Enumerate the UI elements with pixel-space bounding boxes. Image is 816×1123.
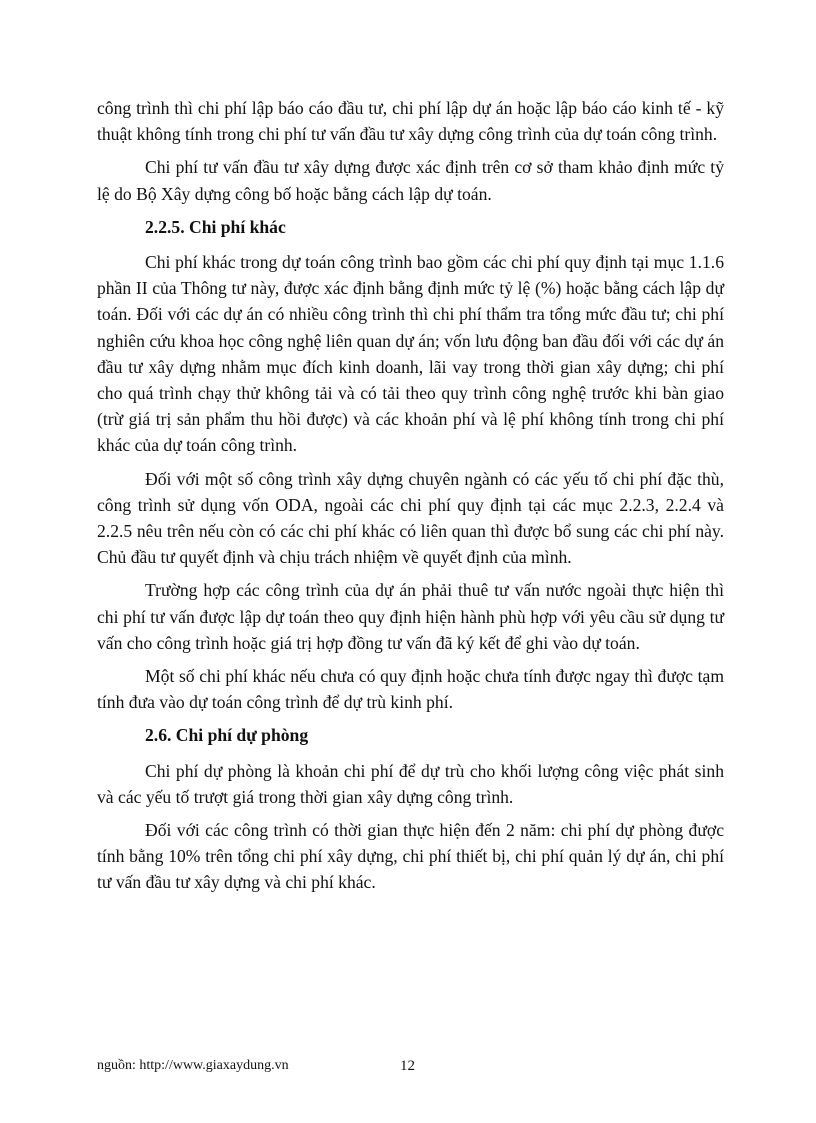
paragraph-contingency-rate: Đối với các công trình có thời gian thực hiện đến 2 năm: chi phí dự phòng được tính bằng 10% trên tổng chi phí xây dựng, chi phí thiết bị, chi phí quản lý dự án, chi phí tư vấn đầu tư xây dựng và chi phí khác.	[97, 820, 724, 893]
paragraph-contingency-definition: Chi phí dự phòng là khoản chi phí để dự trù cho khối lượng công việc phát sinh và các yếu tố trượt giá trong thời gian xây dựng công trình.	[97, 760, 724, 807]
paragraph-specialized-works: Đối với một số công trình xây dựng chuyên ngành có các yếu tố chi phí đặc thù, công trình sử dụng vốn ODA, ngoài các chi phí quy định tại các mục 2.2.3, 2.2.4 và 2.2.5 nêu trên nếu còn có các chi phí khác có liên quan thì được bổ sung các chi phí này. Chủ đầu tư quyết định và chịu trách nhiệm về quyết định của mình.	[97, 468, 724, 568]
page-content	[97, 95, 724, 903]
footer-source: nguồn: http://www.giaxaydung.vn	[97, 1058, 289, 1073]
paragraph-consulting-cost: Chi phí tư vấn đầu tư xây dựng được xác định trên cơ sở tham khảo định mức tỷ lệ do Bộ Xây dựng công bố hoặc bằng cách lập dự toán.	[97, 157, 724, 204]
section-heading-contingency: 2.6. Chi phí dự phòng	[145, 725, 309, 746]
paragraph-other-costs-definition: Chi phí khác trong dự toán công trình bao gồm các chi phí quy định tại mục 1.1.6 phần II của Thông tư này, được xác định bằng định mức tỷ lệ (%) hoặc bằng cách lập dự toán. Đối với các dự án có nhiều công trình thì chi phí thẩm tra tổng mức đầu tư; chi phí nghiên cứu khoa học công nghệ liên quan dự án; vốn lưu động ban đầu đối với các dự án đầu tư xây dựng nhằm mục đích kinh doanh, lãi vay trong thời gian xây dựng; chi phí cho quá trình chạy thử không tải và có tải theo quy trình công nghệ trước khi bàn giao (trừ giá trị sản phẩm thu hồi được) và các khoản phí và lệ phí không tính trong chi phí khác của dự toán công trình.	[97, 252, 724, 456]
paragraph-foreign-consultants: Trường hợp các công trình của dự án phải thuê tư vấn nước ngoài thực hiện thì chi phí tư vấn được lập dự toán theo quy định hiện hành phù hợp với yêu cầu sử dụng tư vấn cho công trình hoặc giá trị hợp đồng tư vấn đã ký kết để ghi vào dự toán.	[97, 580, 724, 653]
paragraph-continuation: công trình thì chi phí lập báo cáo đầu tư, chi phí lập dự án hoặc lập báo cáo kinh tế - kỹ thuật không tính trong chi phí tư vấn đầu tư xây dựng công trình của dự toán công trình.	[97, 98, 724, 145]
paragraph-provisional-costs: Một số chi phí khác nếu chưa có quy định hoặc chưa tính được ngay thì được tạm tính đưa vào dự toán công trình để dự trù kinh phí.	[97, 666, 724, 713]
section-heading-other-costs: 2.2.5. Chi phí khác	[145, 216, 286, 237]
page-number: 12	[400, 1058, 415, 1074]
